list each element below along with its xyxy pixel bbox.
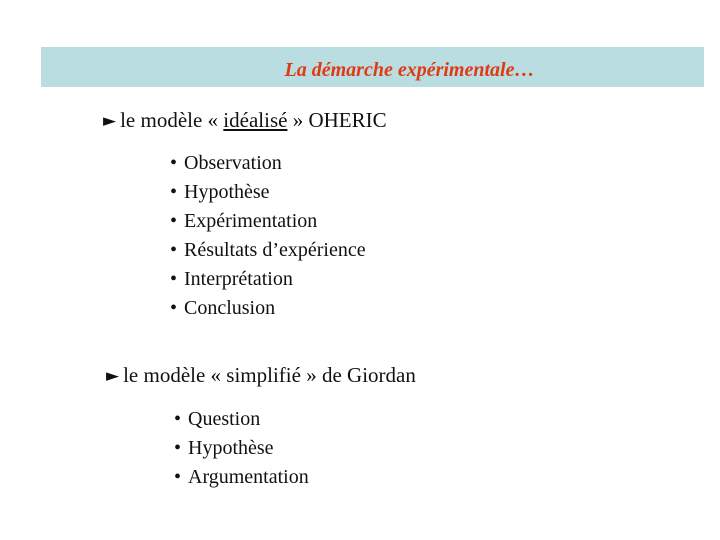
slide-title: La démarche expérimentale… [284,59,535,81]
bullet-icon: • [174,437,182,459]
bullet-icon: • [170,210,178,232]
bullet-icon: • [170,268,178,290]
list-item [170,294,366,323]
bullet-icon: • [170,297,178,319]
section-heading-giordan [106,363,416,389]
list-item-label: Argumentation [188,466,309,488]
title-banner [41,47,704,87]
list-item [174,405,309,434]
bullet-icon: • [170,239,178,261]
list-item-label: Observation [184,152,282,174]
list-item [170,236,366,265]
arrow-bullet-icon: ► [103,111,117,131]
bullet-icon: • [174,408,182,430]
section-heading-oheric [103,108,387,134]
list-item-label: Résultats d’expérience [184,239,366,261]
bullet-icon: • [170,152,178,174]
list-item [174,434,309,463]
heading-text: le modèle « simplifié » de Giordan [123,363,416,387]
heading-prefix: le modèle « [120,108,224,132]
list-item-label: Question [188,408,261,430]
arrow-bullet-icon: ► [106,366,120,386]
heading-suffix: » OHERIC [287,108,387,132]
list-item-label: Expérimentation [184,210,318,232]
list-item [170,265,366,294]
bullet-icon: • [174,466,182,488]
giordan-steps-list [174,405,309,492]
list-item [170,149,366,178]
list-item-label: Interprétation [184,268,293,290]
list-item [170,178,366,207]
list-item-label: Hypothèse [188,437,274,459]
oheric-steps-list [170,149,366,323]
list-item [174,463,309,492]
list-item-label: Conclusion [184,297,276,319]
bullet-icon: • [170,181,178,203]
list-item-label: Hypothèse [184,181,270,203]
list-item [170,207,366,236]
heading-underlined-word: idéalisé [223,108,288,132]
